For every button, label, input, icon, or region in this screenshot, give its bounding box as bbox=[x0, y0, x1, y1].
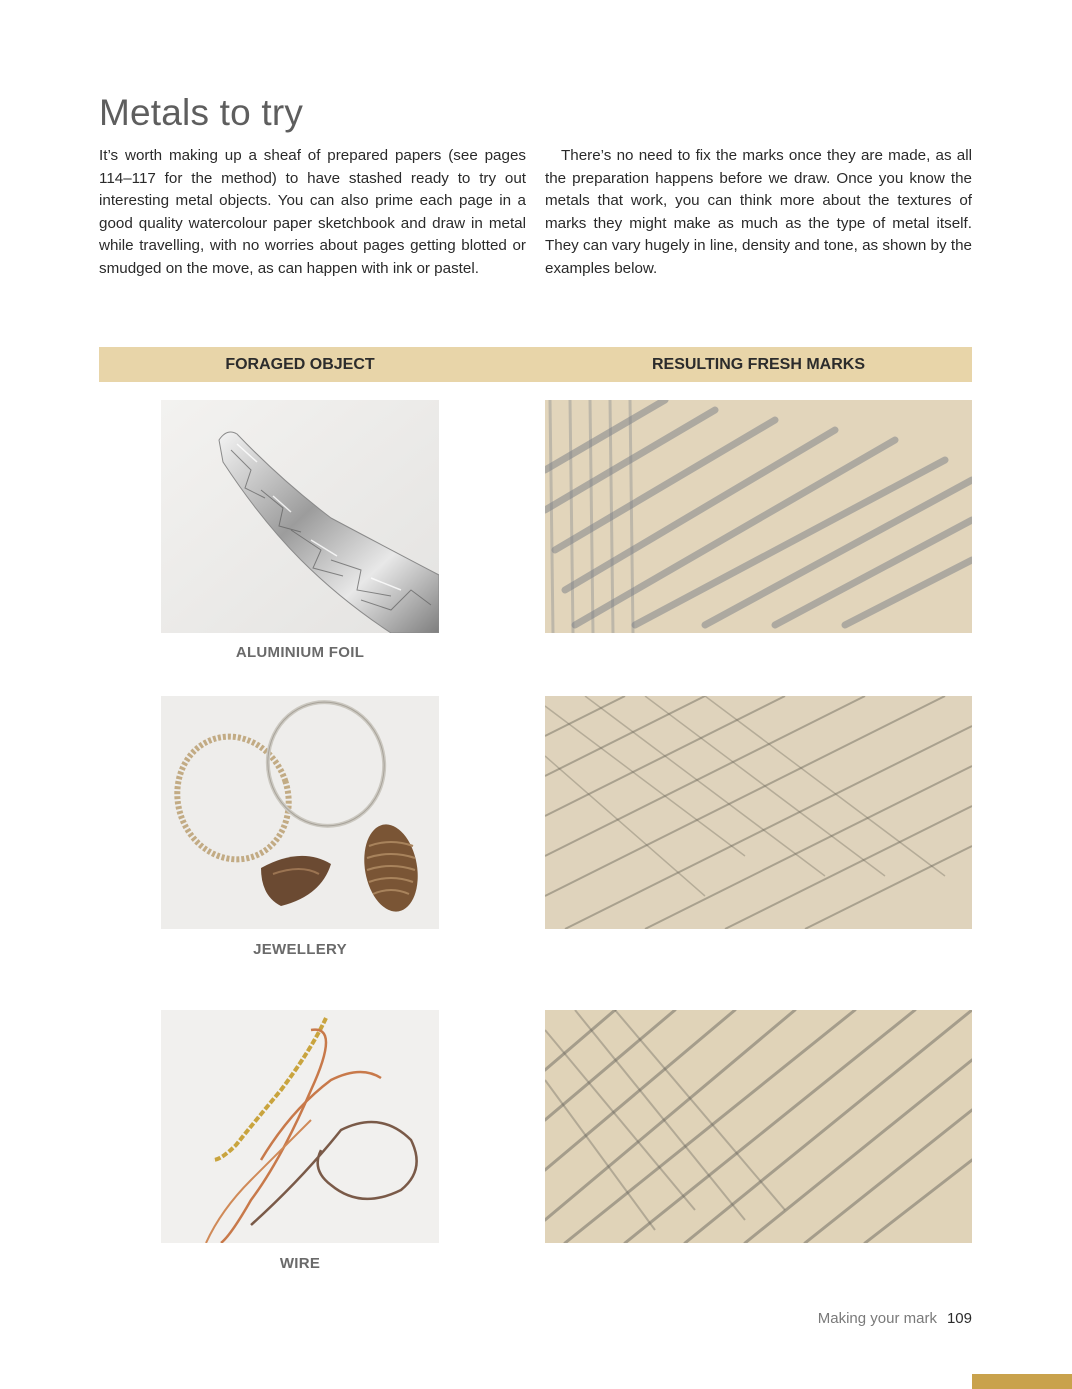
wire-photo bbox=[161, 1010, 439, 1243]
footer-section-title: Making your mark bbox=[817, 1310, 937, 1327]
caption-wire: WIRE bbox=[279, 1255, 321, 1272]
header-foraged-object: FORAGED OBJECT bbox=[225, 356, 375, 373]
caption-jewellery: JEWELLERY bbox=[253, 941, 347, 958]
aluminium-foil-marks bbox=[545, 400, 972, 633]
page-edge-tab bbox=[972, 1374, 1072, 1389]
intro-paragraph-left: It’s worth making up a sheaf of prepared papers (see pages 114–117 for the method) to have stashed ready to try out interesting metal objects. You can also prime each page in a good quality watercolour paper sketchbook and draw in metal while travelling, with no worries about pages getting blotted or smudged on the move, as can happen with ink or pastel. bbox=[99, 147, 526, 277]
page-footer bbox=[818, 1310, 972, 1327]
page-title: Metals to try bbox=[99, 92, 304, 133]
page-number: 109 bbox=[946, 1310, 972, 1327]
aluminium-foil-photo bbox=[161, 400, 439, 633]
caption-aluminium-foil: ALUMINIUM FOIL bbox=[235, 644, 365, 661]
wire-marks bbox=[545, 1010, 972, 1243]
table-header-band bbox=[99, 347, 972, 382]
jewellery-photo bbox=[161, 696, 439, 929]
header-resulting-marks: RESULTING FRESH MARKS bbox=[651, 356, 866, 373]
jewellery-marks bbox=[545, 696, 972, 929]
intro-paragraph-right: There’s no need to fix the marks once they are made, as all the preparation happens before we draw. Once you know the metals that work, you can think more about the textures of marks they might make as much as the type of metal itself. They can vary hugely in line, density and tone, as shown by the examples below. bbox=[545, 147, 972, 277]
